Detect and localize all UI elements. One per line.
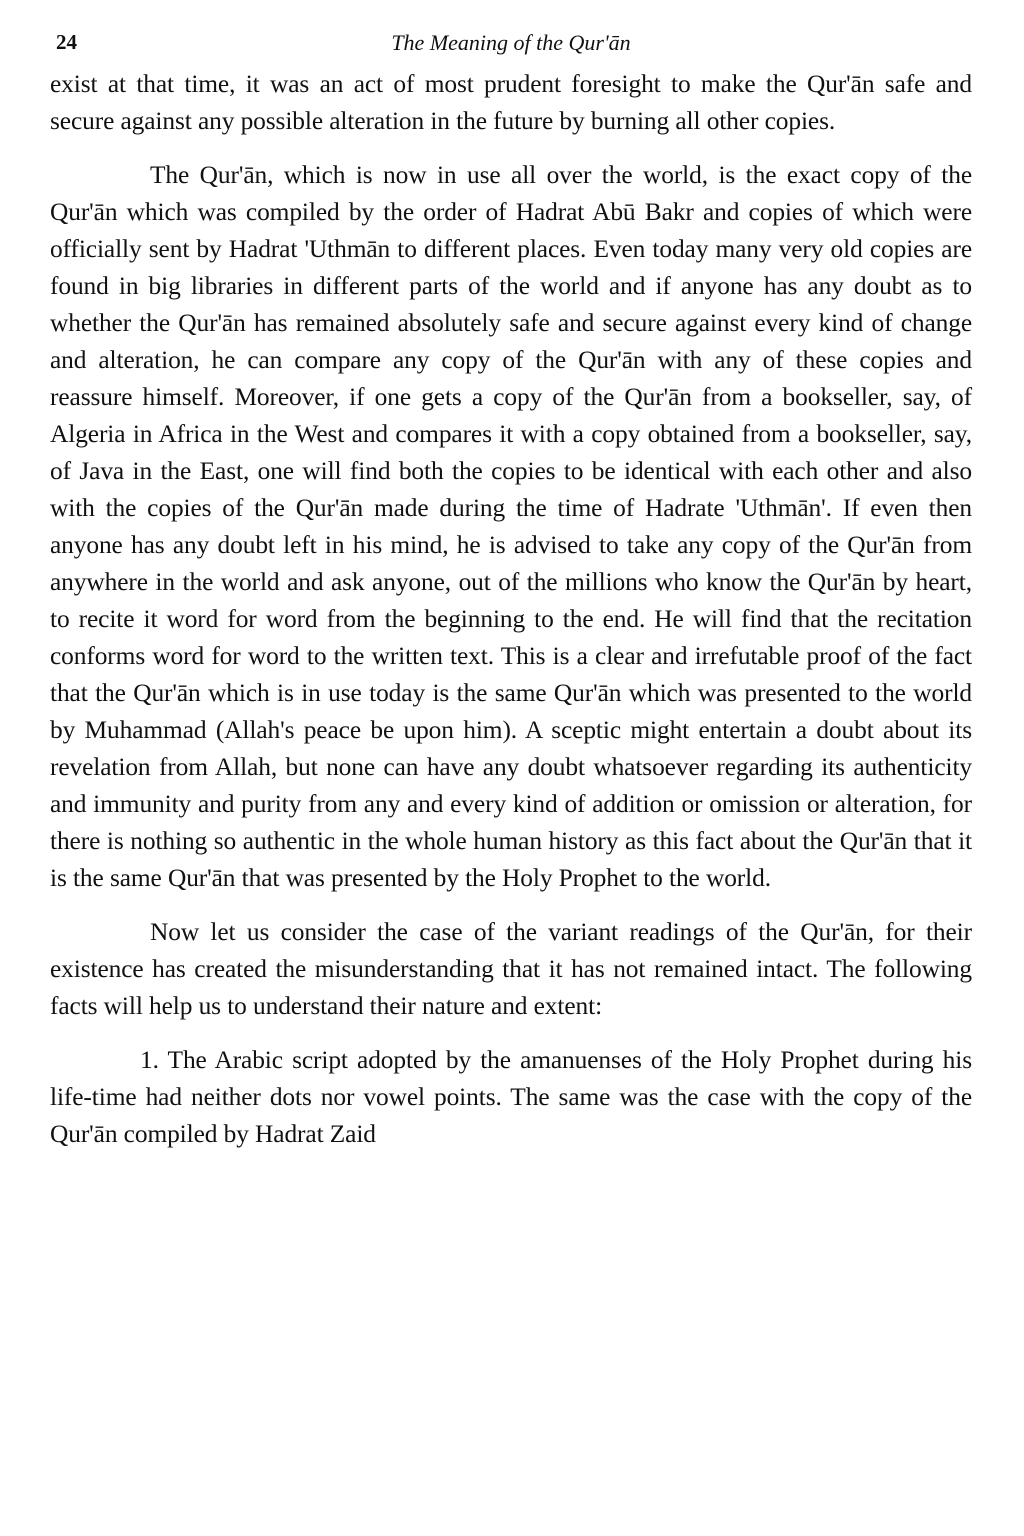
paragraph-continuation: exist at that time, it was an act of most prudent foresight to make the Qur'ān safe and secure against any possible alteration in the future by burning all other copies. [50,70,972,135]
numbered-paragraph-1: 1. The Arabic script adopted by the amanuenses of the Holy Prophet during his life-time had neither dots nor vowel points. The same was the case with the copy of the Qur'ān compiled by Hadrat Zaid [50,1046,972,1148]
body-text [50,66,972,1153]
page-header [50,22,972,66]
paragraph-variant-readings: Now let us consider the case of the variant readings of the Qur'ān, for their existence has created the misunderstanding that it has not remained intact. The following facts will help us to understand their nature and extent: [50,918,972,1020]
book-page [50,22,972,1153]
page-number: 24 [56,30,77,54]
running-title: The Meaning of the Qur'ān [391,30,631,55]
paragraph-quran-copies: The Qur'ān, which is now in use all over the world, is the exact copy of the Qur'ān which was compiled by the order of Hadrat Abū Bakr and copies of which were officially sent by Hadrat 'Uthmān to different places. Even today many very old copies are found in big libraries in different parts of the world and if anyone has any doubt as to whether the Qur'ān has remained absolutely safe and secure against every kind of change and alteration, he can compare any copy of the Qur'ān with any of these copies and reassure himself. Moreover, if one gets a copy of the Qur'ān from a bookseller, say, of Algeria in Africa in the West and compares it with a copy obtained from a bookseller, say, of Java in the East, one will find both the copies to be identical with each other and also with the copies of the Qur'ān made during the time of Hadrate 'Uthmān'. If even then anyone has any doubt left in his mind, he is advised to take any copy of the Qur'ān from anywhere in the world and ask anyone, out of the millions who know the Qur'ān by heart, to recite it word for word from the beginning to the end. He will find that the recitation conforms word for word to the written text. This is a clear and irrefutable proof of the fact that the Qur'ān which is in use today is the same Qur'ān which was presented to the world by Muhammad (Allah's peace be upon him). A sceptic might entertain a doubt about its revelation from Allah, but none can have any doubt whatsoever regarding its authenticity and immunity and purity from any and every kind of addition or omission or alteration, for there is nothing so authentic in the whole human history as this fact about the Qur'ān that it is the same Qur'ān that was presented by the Holy Prophet to the world. [50,161,972,892]
